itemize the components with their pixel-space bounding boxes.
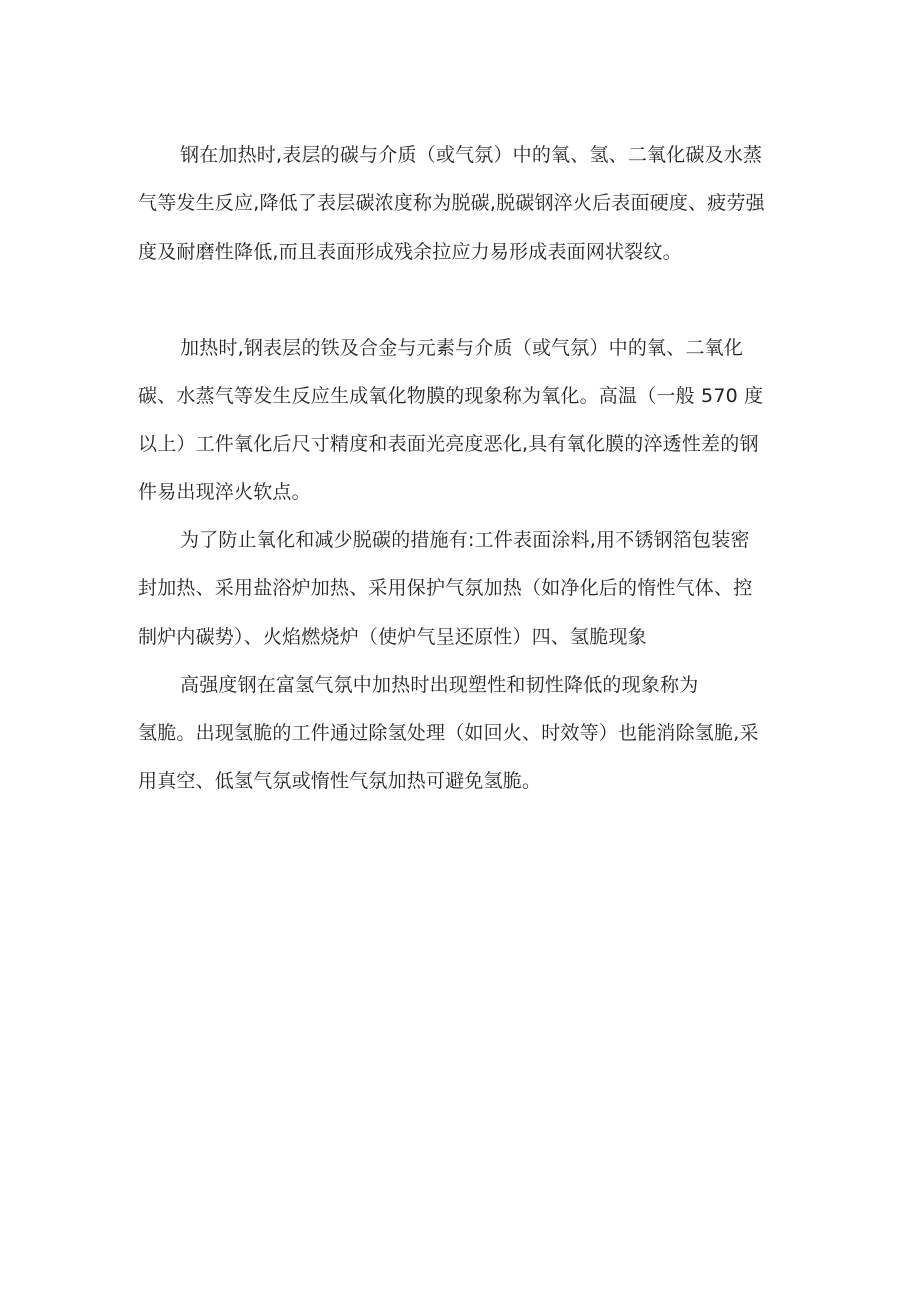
- paragraph-4-line-3: 用真空、低氢气氛或惰性气氛加热可避免氢脆。: [138, 770, 542, 792]
- paragraph-4-line-2: 氢脆。出现氢脆的工件通过除氢处理（如回火、时效等）也能消除氢脆,采: [138, 722, 759, 744]
- paragraph-3-line-3: 制炉内碳势）、火焰燃烧炉（使炉气呈还原性）四、氢脆现象: [138, 626, 647, 648]
- paragraph-3-line-2: 封加热、采用盐浴炉加热、采用保护气氛加热（如净化后的惰性气体、控: [138, 577, 753, 599]
- paragraph-2-line-4: 件易出现淬火软点。: [138, 481, 311, 503]
- paragraph-2-line-2: 碳、水蒸气等发生反应生成氧化物膜的现象称为氧化。高温（一般 570 度: [138, 385, 764, 407]
- paragraph-2-line-3: 以上）工件氧化后尺寸精度和表面光亮度恶化,具有氧化膜的淬透性差的钢: [138, 433, 759, 455]
- paragraph-2-line-1: 加热时,钢表层的铁及合金与元素与介质（或气氛）中的氧、二氧化: [180, 337, 744, 359]
- paragraph-4-line-1: 高强度钢在富氢气氛中加热时出现塑性和韧性降低的现象称为: [180, 674, 699, 696]
- paragraph-1-line-3: 度及耐磨性降低,而且表面形成残余拉应力易形成表面网状裂纹。: [138, 241, 682, 263]
- paragraph-1-line-1: 钢在加热时,表层的碳与介质（或气氛）中的氧、氢、二氧化碳及水蒸: [180, 144, 763, 166]
- paragraph-3-line-1: 为了防止氧化和减少脱碳的措施有:工件表面涂料,用不锈钢箔包装密: [180, 529, 750, 551]
- paragraph-1-line-2: 气等发生反应,降低了表层碳浓度称为脱碳,脱碳钢淬火后表面硬度、疲劳强: [138, 192, 765, 214]
